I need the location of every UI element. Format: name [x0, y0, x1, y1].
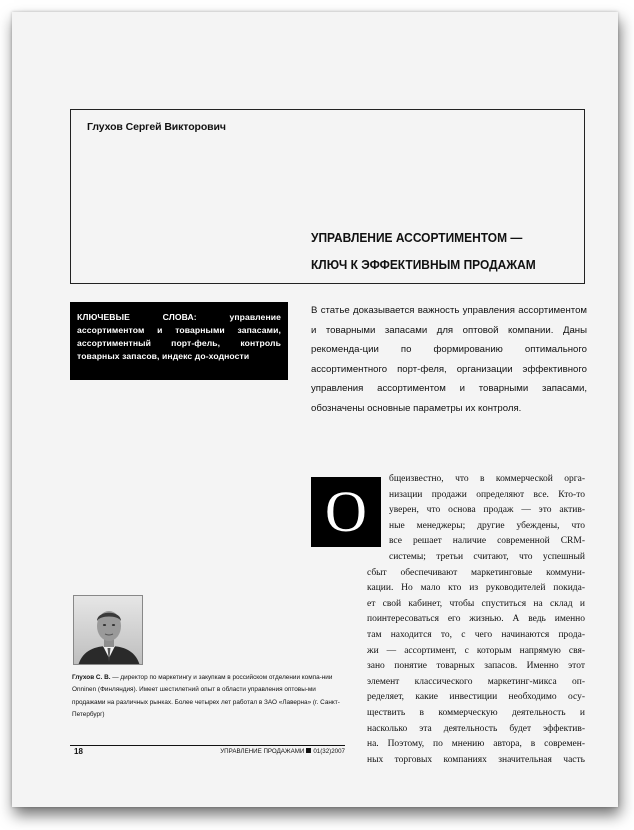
title-line-1: УПРАВЛЕНИЕ АССОРТИМЕНТОМ —	[311, 230, 523, 245]
body-line: зано понятие товарных запасов. Именно этот	[367, 661, 585, 672]
bio-text: — директор по маркетингу и закупкам в российском отделении компа-нии Onninen (Финляндия). Имеет шестилетний опыт в области управления оптовы-ми продажами на различных рынках. Более четырех лет работал в ЗАО «Лаверна» (г. Санкт-Петербург)	[72, 674, 340, 719]
black-square-icon	[306, 748, 311, 753]
body-line: ные менеджеры; другие убеждены, что	[389, 520, 585, 531]
body-line: ных торговых компаниях значительная часть	[367, 754, 585, 765]
article-body	[367, 472, 585, 768]
author-bio	[72, 672, 348, 722]
keywords-box: КЛЮЧЕВЫЕ СЛОВА: управление ассортиментом и товарными запасами, ассортиментный порт-фель, контроль товарных запасов, индекс до-ходности	[70, 302, 288, 380]
body-line: там находится то, с чего начинаются прода-	[367, 629, 585, 640]
body-line: насколько эта деятельность будет эффектив-	[367, 723, 585, 734]
drop-cap: О	[311, 477, 381, 547]
page-number: 18	[74, 747, 83, 756]
body-line: ществить в коммерческую деятельность и	[367, 707, 585, 718]
article-header-box	[70, 109, 585, 284]
portrait-photo-icon	[74, 596, 143, 665]
footer-divider	[70, 745, 345, 746]
journal-name: УПРАВЛЕНИЕ ПРОДАЖАМИ	[220, 748, 305, 755]
body-line: низации продажи определяют все. Кто-то	[389, 489, 585, 500]
body-line: ет свой кабинет, чтобы спуститься на склад и	[367, 598, 585, 609]
body-line: системы; третьи считают, что успешный	[389, 551, 585, 562]
title-line-2: КЛЮЧ К ЭФФЕКТИВНЫМ ПРОДАЖАМ	[311, 257, 536, 272]
author-photo	[73, 595, 143, 665]
body-line: бщеизвестно, что в коммерческой орга-	[389, 474, 585, 484]
issue-number: 01(32)2007	[313, 748, 345, 755]
footer-journal-info	[202, 748, 345, 755]
author-name: Глухов Сергей Викторович	[87, 121, 226, 133]
magazine-page	[12, 12, 618, 807]
body-line: жи — ассортимент, с которым напрямую свя-	[367, 645, 585, 656]
body-line: кации. Но мало кто из руководителей покида-	[367, 583, 585, 594]
body-line: все решает наличие современной CRM-	[389, 536, 585, 547]
bio-name: Глухов С. В.	[72, 674, 111, 681]
article-title	[311, 224, 536, 278]
body-line: на. Поэтому, по мнению автора, в современ-	[367, 739, 585, 750]
body-line: сбыт обеспечивают маркетинговые коммуни-	[367, 567, 585, 578]
body-line: ределяет, какие инвестиции необходимо осу-	[367, 692, 585, 703]
body-line: элемент классического маркетинг-микса оп-	[367, 676, 585, 687]
article-abstract: В статье доказывается важность управления ассортиментом и товарными запасами для оптовой компании. Даны рекоменда-ции по формированию оптимального ассортиментного порт-феля, организации эффективного управления ассортиментом и товарными запасами, обозначены основные параметры их контроля.	[311, 305, 587, 414]
body-line: поинтересоваться его жизнью. А ведь именно	[367, 614, 585, 625]
body-line: уверен, что основа продаж — это актив-	[389, 505, 585, 516]
